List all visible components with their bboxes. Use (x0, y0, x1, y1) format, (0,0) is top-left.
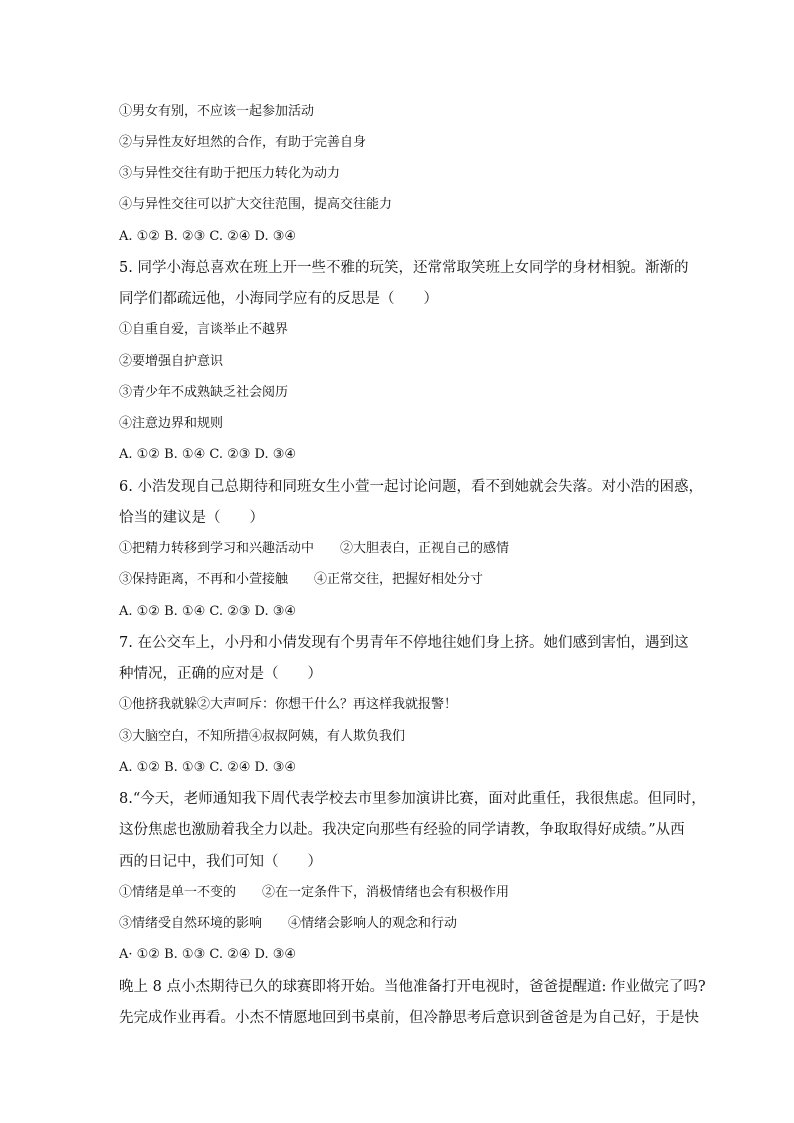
option-line: ②要增强自护意识 (119, 354, 224, 369)
question-8-stem: 8.“今天，老师通知我下周代表学校去市里参加演讲比赛，面对此重任，我很焦虑。但同时， (119, 791, 706, 807)
option-line: ③大脑空白，不知所措④叔叔阿姨，有人欺负我们 (119, 729, 406, 744)
question-8-stem: 这份焦虑也激励着我全力以赴。我决定向那些有经验的同学请教，争取取得好成绩。”从西 (119, 822, 685, 838)
answer-choices: A. ①② B. ①④ C. ②③ D. ③④ (119, 604, 297, 619)
option-line: ③情绪受自然环境的影响 ④情绪会影响人的观念和行动 (119, 916, 458, 931)
option-line: ④注意边界和规则 (119, 416, 224, 431)
question-6-stem: 恰当的建议是（ ） (119, 510, 264, 526)
question-5-stem: 同学们都疏远他，小海同学应有的反思是（ ） (119, 291, 438, 307)
option-line: ③与异性交往有助于把压力转化为动力 (119, 166, 341, 181)
option-line: ①情绪是单一不变的 ②在一定条件下，消极情绪也会有积极作用 (119, 885, 510, 900)
passage-line: 先完成作业再看。小杰不情愿地回到书桌前，但冷静思考后意识到爸爸是为自己好，于是快 (119, 1010, 699, 1026)
option-line: ③青少年不成熟缺乏社会阅历 (119, 385, 289, 400)
question-6-stem: 6. 小浩发现自己总期待和同班女生小萱一起讨论问题，看不到她就会失落。对小浩的困惑， (119, 479, 703, 495)
question-8-stem: 西的日记中，我们可知（ ） (119, 854, 322, 870)
answer-choices: A. ①② B. ①④ C. ②③ D. ③④ (119, 447, 297, 462)
option-line: ④与异性交往可以扩大交往范围，提高交往能力 (119, 197, 393, 212)
answer-choices: A. ①② B. ②③ C. ②④ D. ③④ (119, 229, 297, 244)
option-line: ②与异性友好坦然的合作，有助于完善自身 (119, 135, 367, 150)
question-7-stem: 种情况，正确的应对是（ ） (119, 666, 322, 682)
option-line: ①他挤我就躲②大声呵斥：你想干什么？再这样我就报警！ (119, 697, 458, 712)
option-line: ①把精力转移到学习和兴趣活动中 ②大胆表白，正视自己的感情 (119, 541, 510, 556)
question-5-stem: 5. 同学小海总喜欢在班上开一些不雅的玩笑，还常常取笑班上女同学的身材相貌。渐渐的 (119, 260, 689, 276)
option-line: ①自重自爱，言谈举止不越界 (119, 322, 289, 337)
question-7-stem: 7. 在公交车上，小丹和小倩发现有个男青年不停地往她们身上挤。她们感到害怕，遇到这 (119, 635, 689, 651)
answer-choices: A. ①② B. ①③ C. ②④ D. ③④ (119, 760, 297, 775)
answer-choices: A· ①② B. ①③ C. ②④ D. ③④ (119, 947, 297, 962)
passage-line: 晚上 8 点小杰期待已久的球赛即将开始。当他准备打开电视时，爸爸提醒道: 作业做完了吗? (119, 979, 706, 995)
option-line: ①男女有别，不应该一起参加活动 (119, 104, 315, 119)
option-line: ③保持距离，不再和小萱接触 ④正常交往，把握好相处分寸 (119, 572, 484, 587)
